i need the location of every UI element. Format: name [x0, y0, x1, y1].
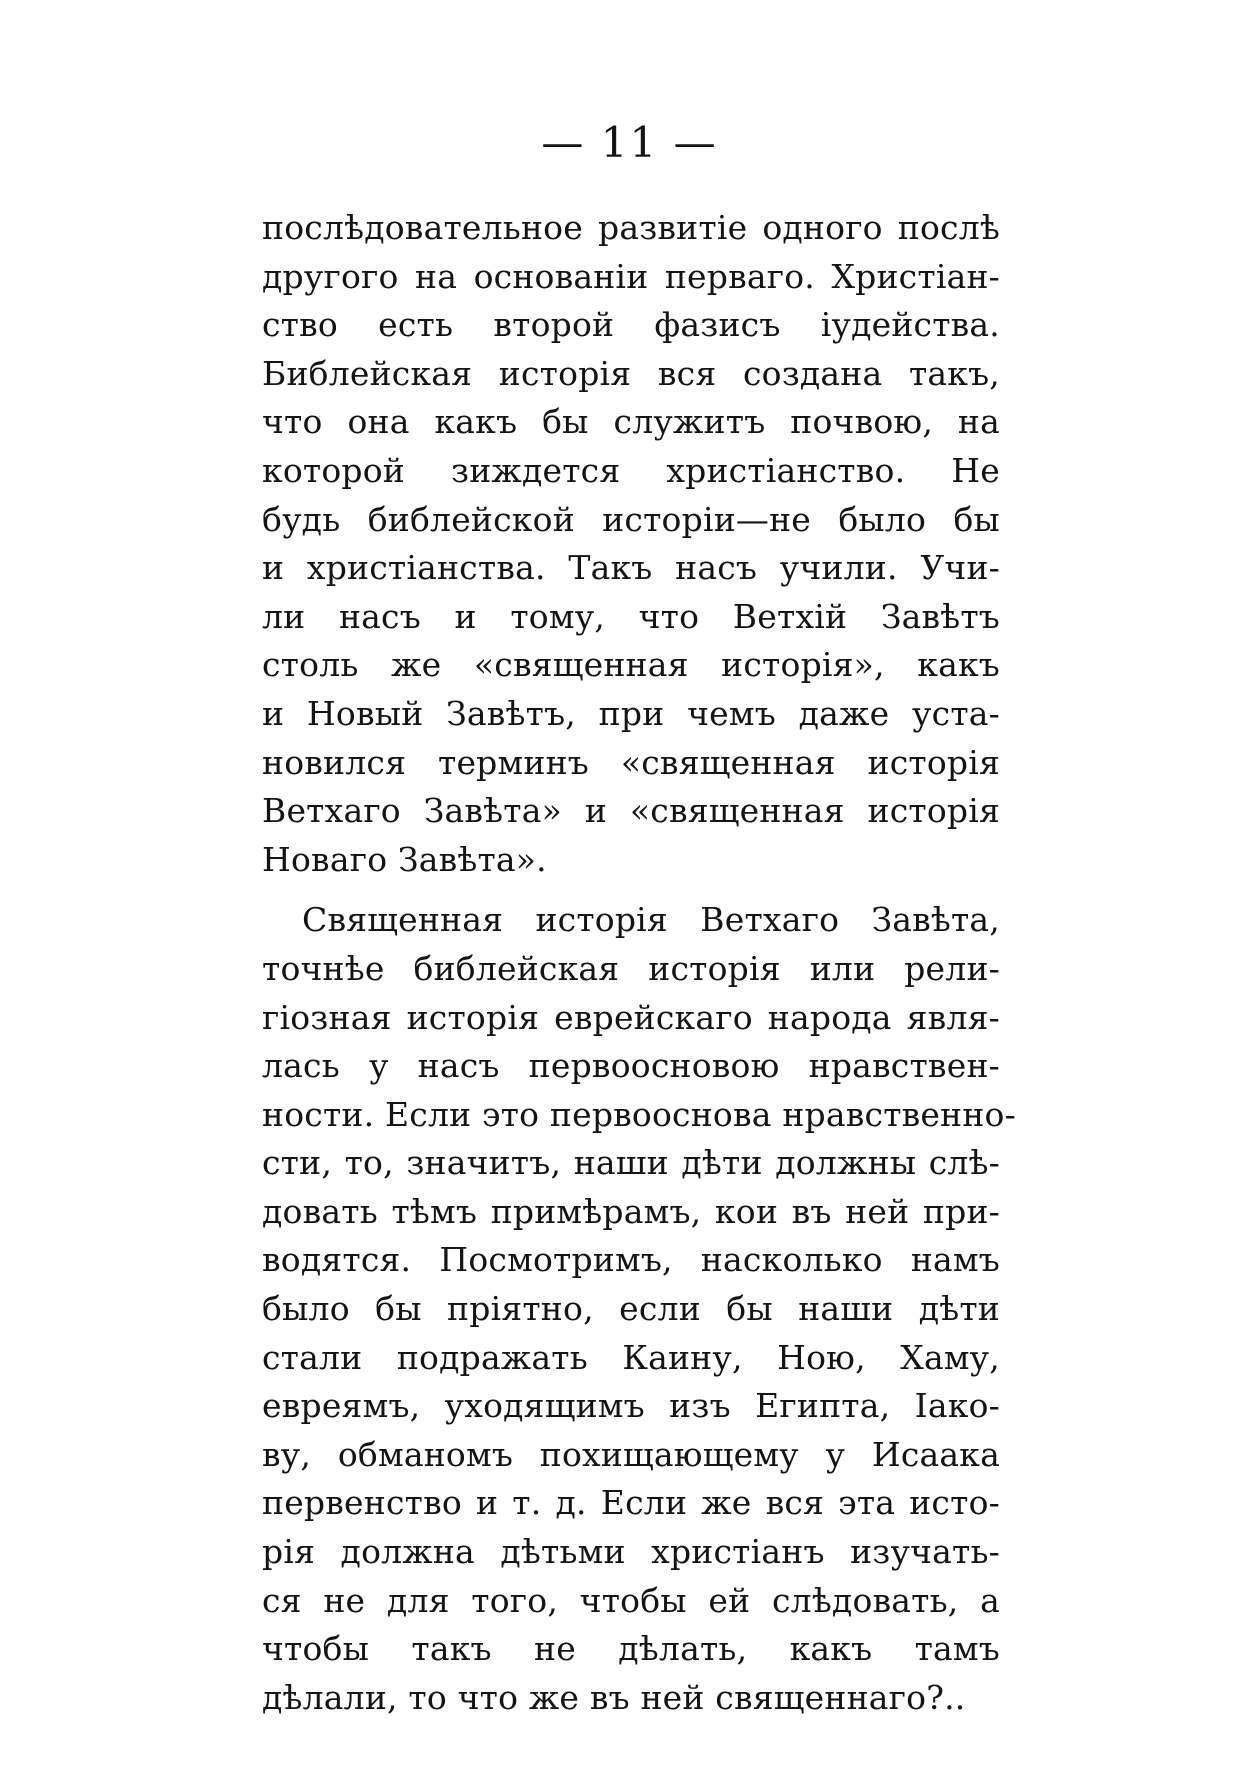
text-line: дѣлали, то что же въ ней священнаго?.. — [262, 1677, 966, 1717]
text-line: первенство и т. д. Если же вся эта исто- — [262, 1483, 1000, 1523]
text-line: Библейская исторія вся создана такъ, — [262, 353, 1000, 393]
text-line: ство есть второй фазисъ іудейства. — [262, 305, 1000, 345]
text-line: лась у насъ первоосновою нравствен- — [262, 1046, 1000, 1086]
paragraph-1 — [262, 204, 1000, 884]
text-line: и христіанства. Такъ насъ учили. Учи- — [262, 548, 1000, 588]
text-line: ся не для того, чтобы ей слѣдовать, а — [262, 1580, 1000, 1620]
text-line: Ветхаго Завѣта» и «священная исторія — [262, 791, 1000, 831]
text-line: и Новый Завѣтъ, при чемъ даже уста- — [262, 693, 1000, 733]
text-line: довать тѣмъ примѣрамъ, кои въ ней при- — [262, 1191, 1000, 1231]
text-line: рія должна дѣтьми христіанъ изучать- — [262, 1532, 1000, 1572]
text-line: послѣдовательное развитіе одного послѣ — [262, 208, 1000, 247]
text-line: гіозная исторія еврейскаго народа явля- — [262, 997, 1000, 1037]
text-line: другого на основаніи перваго. Христіан- — [262, 256, 1000, 296]
text-line: новился терминъ «священная исторія — [262, 742, 1000, 782]
text-line: водятся. Посмотримъ, насколько намъ — [262, 1240, 1000, 1280]
text-line: Новаго Завѣта». — [262, 839, 547, 879]
text-line: было бы пріятно, если бы наши дѣти — [262, 1289, 1000, 1329]
text-line: которой зиждется христіанство. Не — [262, 450, 1000, 490]
text-line: ности. Если это первооснова нравственно- — [262, 1094, 1016, 1134]
text-line: стали подражать Каину, Ною, Хаму, — [262, 1337, 1000, 1377]
text-line: чтобы такъ не дѣлать, какъ тамъ — [262, 1629, 1000, 1669]
text-line: столь же «священная исторія», какъ — [262, 645, 1000, 685]
text-line: точнѣе библейская исторія или рели- — [262, 948, 1000, 988]
body-text — [262, 204, 1016, 1722]
text-line: что она какъ бы служитъ почвою, на — [262, 402, 1000, 442]
page-number: — 11 — — [541, 118, 718, 167]
text-line: будь библейской исторіи—не было бы — [262, 499, 1000, 539]
text-line: ву, обманомъ похищающему у Исаака — [262, 1434, 1000, 1474]
paragraph-2 — [262, 896, 1016, 1722]
text-line: евреямъ, уходящимъ изъ Египта, Іако- — [262, 1386, 1000, 1426]
text-line: сти, то, значитъ, наши дѣти должны слѣ- — [262, 1143, 1000, 1183]
text-line: ли насъ и тому, что Ветхій Завѣтъ — [262, 596, 1000, 636]
text-line: Священная исторія Ветхаго Завѣта, — [302, 900, 1000, 940]
